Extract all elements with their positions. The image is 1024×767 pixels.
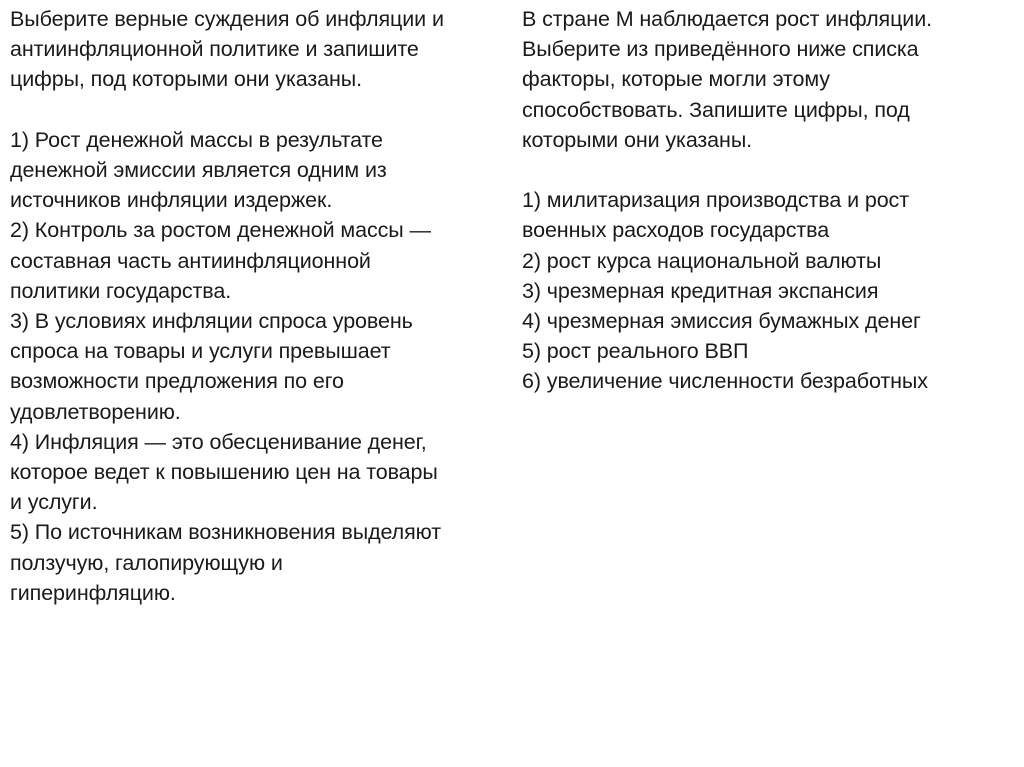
text-line: 5) По источникам возникновения выделяют <box>10 520 441 545</box>
text-line: источников инфляции издержек. <box>10 188 333 213</box>
text-line: 4) чрезмерная эмиссия бумажных денег <box>522 309 921 334</box>
text-line: 1) Рост денежной массы в результате <box>10 127 383 152</box>
text-line: удовлетворению. <box>10 399 181 424</box>
text-line: спроса на товары и услуги превышает <box>10 339 391 364</box>
right-question-intro <box>522 4 1002 155</box>
left-question <box>10 4 502 608</box>
right-option-5 <box>522 336 1002 366</box>
text-line: 5) рост реального ВВП <box>522 339 749 364</box>
paragraph-gap <box>522 155 1002 185</box>
text-line: Выберите верные суждения об инфляции и <box>10 7 444 31</box>
text-line: факторы, которые могли этому <box>522 67 830 92</box>
right-option-2 <box>522 246 1002 276</box>
text-line: 3) чрезмерная кредитная экспансия <box>522 278 879 303</box>
text-line: военных расходов государства <box>522 218 830 243</box>
text-line: В стране М наблюдается рост инфляции. <box>522 7 932 31</box>
text-line: гиперинфляцию. <box>10 580 176 605</box>
text-line: 2) Контроль за ростом денежной массы — <box>10 218 431 243</box>
text-line: 4) Инфляция — это обесценивание денег, <box>10 429 427 454</box>
text-line: Выберите из приведённого ниже списка <box>522 37 919 62</box>
left-statement-5 <box>10 517 502 608</box>
text-line: ползучую, галопирующую и <box>10 550 283 575</box>
text-line: которыми они указаны. <box>522 127 753 152</box>
text-line: 2) рост курса национальной валюты <box>522 248 882 273</box>
left-statement-1 <box>10 125 502 216</box>
text-line: которое ведет к повышению цен на товары <box>10 460 438 485</box>
paragraph-gap <box>10 95 502 125</box>
left-statement-4 <box>10 427 502 518</box>
text-line: 3) В условиях инфляции спроса уровень <box>10 309 413 334</box>
right-option-4 <box>522 306 1002 336</box>
text-line: 6) увеличение численности безработных <box>522 369 928 394</box>
text-line: цифры, под которыми они указаны. <box>10 67 362 92</box>
left-statement-3 <box>10 306 502 427</box>
text-line: денежной эмиссии является одним из <box>10 158 387 182</box>
text-line: возможности предложения по его <box>10 369 344 394</box>
right-option-1 <box>522 185 1002 245</box>
right-question <box>522 4 1002 397</box>
right-option-6 <box>522 366 1002 396</box>
right-option-3 <box>522 276 1002 306</box>
left-question-intro <box>10 4 502 95</box>
text-line: способствовать. Запишите цифры, под <box>522 97 910 122</box>
text-line: составная часть антиинфляционной <box>10 248 371 273</box>
text-line: антиинфляционной политике и запишите <box>10 37 419 62</box>
text-line: 1) милитаризация производства и рост <box>522 188 909 213</box>
text-line: и услуги. <box>10 490 98 515</box>
text-line: политики государства. <box>10 278 232 303</box>
left-statement-2 <box>10 215 502 306</box>
